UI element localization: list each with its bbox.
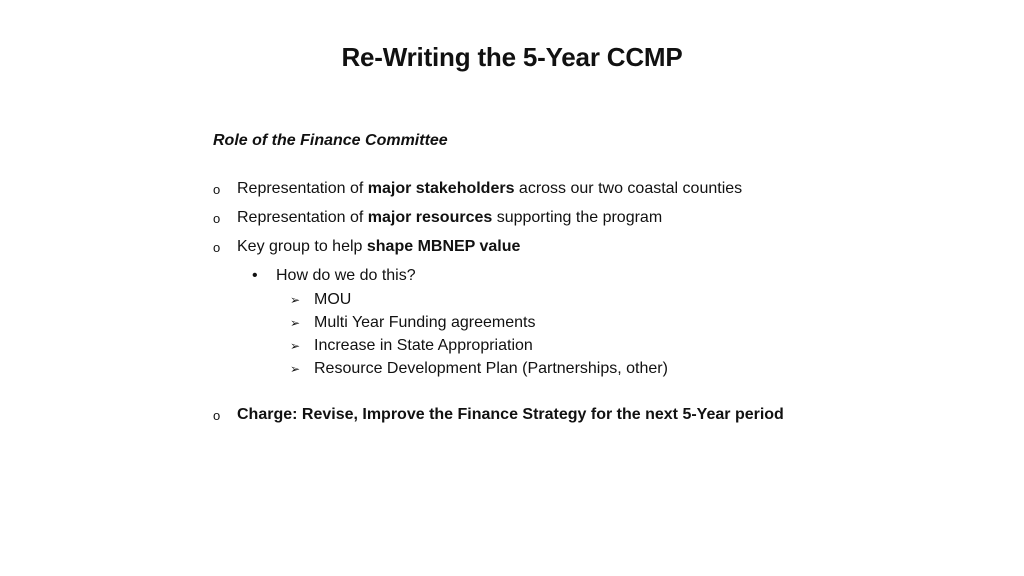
arrow-bullet-icon: ➢: [290, 362, 301, 376]
bullet-emphasis: shape MBNEP value: [366, 238, 521, 255]
circle-bullet-icon: o: [213, 211, 221, 226]
bullet-text: Representation of major resources supporting the program: [237, 209, 663, 226]
bullet-emphasis: major resources: [367, 209, 493, 226]
charge-text: Charge: Revise, Improve the Finance Strategy for the next 5-Year period: [237, 406, 784, 423]
arrow-item-text: Resource Development Plan (Partnerships, other): [314, 360, 668, 377]
slide-title: Re-Writing the 5-Year CCMP: [341, 42, 683, 72]
arrow-item-text: Increase in State Appropriation: [314, 337, 533, 354]
circle-bullet-icon: o: [213, 182, 221, 197]
sub-bullet-text: How do we do this?: [276, 267, 416, 284]
arrow-bullet-icon: ➢: [290, 339, 301, 353]
dot-bullet-icon: •: [252, 267, 258, 284]
section-subtitle: Role of the Finance Committee: [213, 132, 448, 149]
arrow-bullet-icon: ➢: [290, 316, 301, 330]
arrow-item-text: Multi Year Funding agreements: [314, 314, 536, 331]
circle-bullet-icon: o: [213, 240, 221, 255]
arrow-item-text: MOU: [314, 291, 352, 308]
circle-bullet-icon: o: [213, 408, 221, 423]
arrow-bullet-icon: ➢: [290, 293, 301, 307]
bullet-text: Key group to help shape MBNEP value: [237, 238, 521, 255]
bullet-text: Representation of major stakeholders across our two coastal counties: [237, 180, 743, 197]
bullet-emphasis: major stakeholders: [367, 180, 515, 197]
